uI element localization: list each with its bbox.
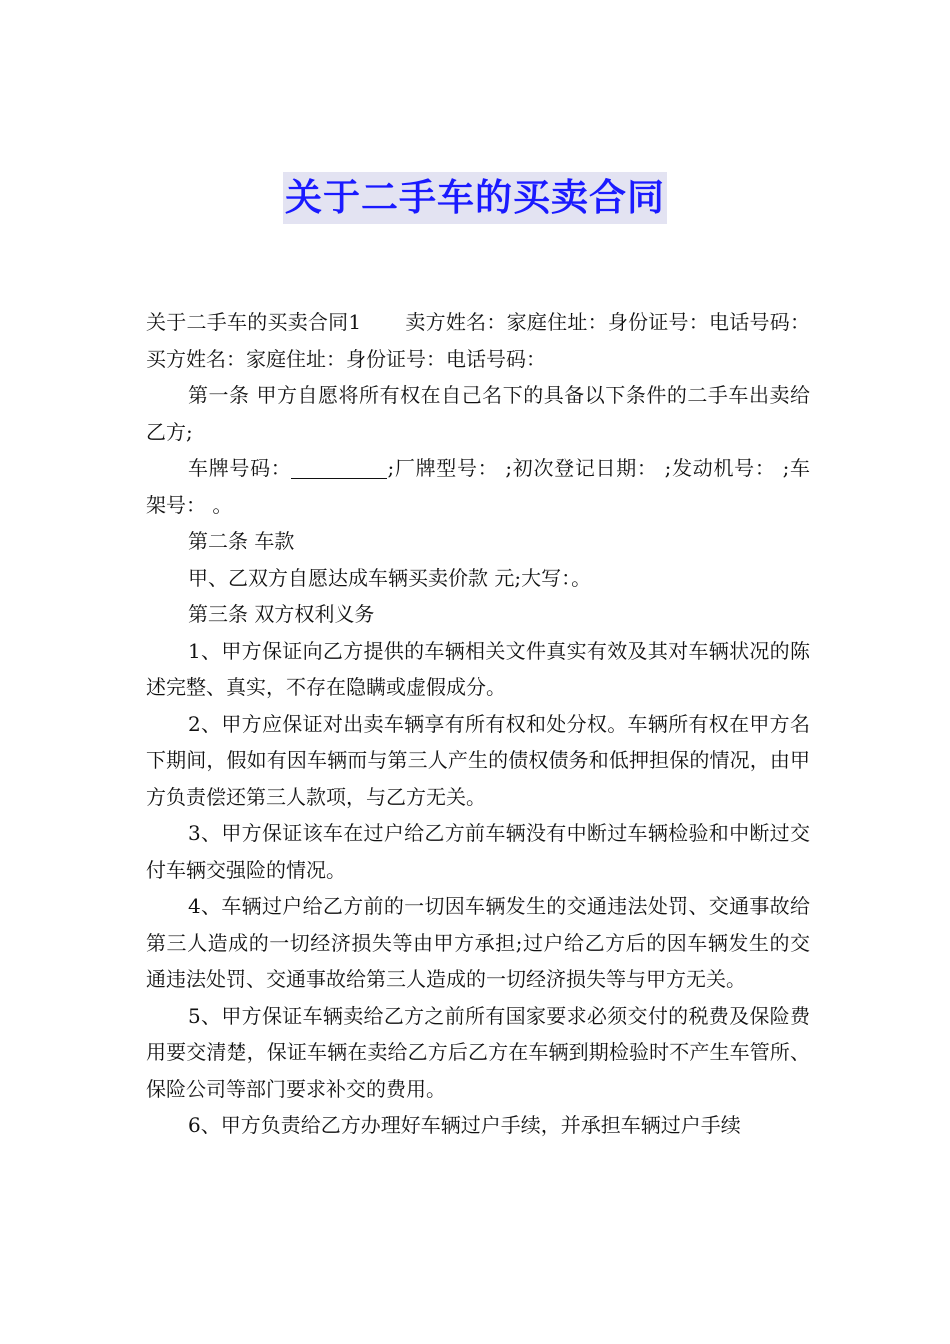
car-info-label: 车牌号码： <box>188 456 292 480</box>
article-2-heading: 第二条 车款 <box>188 529 295 553</box>
clause-5: 5、甲方保证车辆卖给乙方之前所有国家要求必须交付的税费及保险费用要交清楚，保证车辆在卖给乙方后乙方在车辆到期检验时不产生车管所、保险公司等部门要求补交的费用。 <box>146 1003 810 1101</box>
header-paragraph <box>146 304 810 377</box>
article-3-heading: 第三条 双方权利义务 <box>188 602 375 626</box>
title-container <box>0 172 950 224</box>
clause-6: 6、甲方负责给乙方办理好车辆过户手续，并承担车辆过户手续 <box>188 1113 741 1137</box>
header-label: 关于二手车的买卖合同1 <box>146 310 362 334</box>
header-parties: 卖方姓名：家庭住址：身份证号：电话号码：买方姓名：家庭住址：身份证号：电话号码： <box>146 310 810 371</box>
clause-4: 4、车辆过户给乙方前的一切因车辆发生的交通违法处罚、交通事故给第三人造成的一切经济损失等由甲方承担;过户给乙方后的因车辆发生的交通违法处罚、交通事故给第三人造成的一切经济损失等与甲方无关。 <box>146 894 810 991</box>
clause-1: 1、甲方保证向乙方提供的车辆相关文件真实有效及其对车辆状况的陈述完整、真实，不存在隐瞒或虚假成分。 <box>146 638 810 699</box>
document-title: 关于二手车的买卖合同 <box>283 172 667 224</box>
plate-number-blank <box>291 458 387 479</box>
document-body <box>146 304 810 1144</box>
car-info-rest: ;厂牌型号： ;初次登记日期： ;发动机号： ;车架号： 。 <box>146 456 811 517</box>
clause-3: 3、甲方保证该车在过户给乙方前车辆没有中断过车辆检验和中断过交付车辆交强险的情况。 <box>146 821 810 882</box>
car-info-paragraph <box>146 450 810 523</box>
article-1-paragraph: 第一条 甲方自愿将所有权在自己名下的具备以下条件的二手车出卖给乙方; <box>146 383 810 444</box>
clause-2: 2、甲方应保证对出卖车辆享有所有权和处分权。车辆所有权在甲方名下期间，假如有因车辆而与第三人产生的债权债务和低押担保的情况，由甲方负责偿还第三人款项，与乙方无关。 <box>146 711 810 809</box>
article-2-text: 甲、乙双方自愿达成车辆买卖价款 元;大写：。 <box>188 565 592 590</box>
